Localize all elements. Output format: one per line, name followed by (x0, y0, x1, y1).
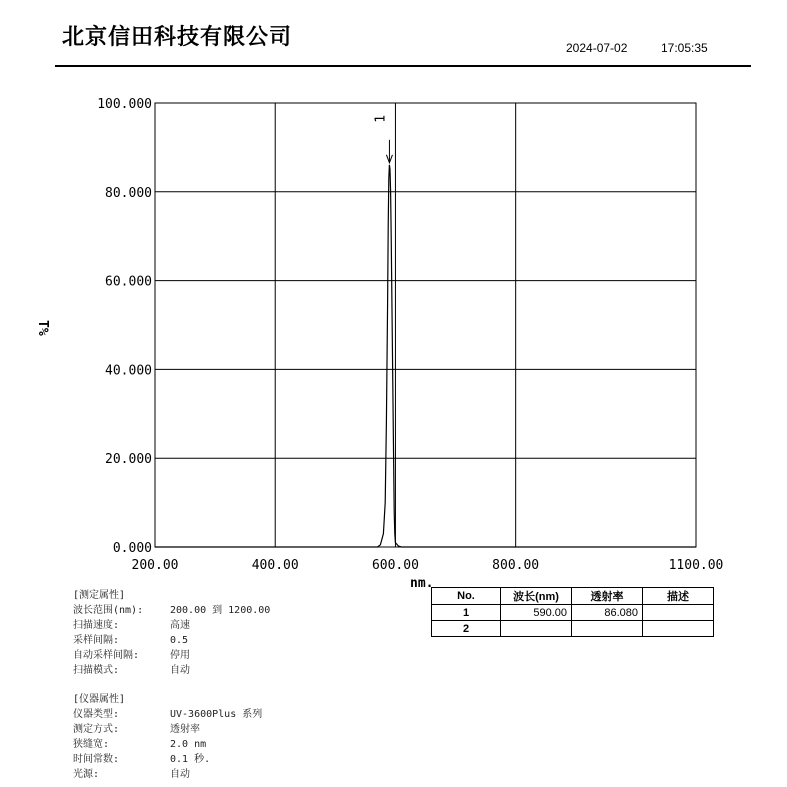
prop-row (73, 752, 262, 767)
prop-value: UV-3600Plus 系列 (170, 709, 263, 720)
y-axis-label: T% (35, 320, 50, 336)
prop-value: 0.1 秒. (170, 754, 211, 765)
y-tick-label: 100.000 (97, 97, 152, 112)
y-tick-label: 40.000 (105, 363, 152, 379)
cell-description (643, 605, 714, 621)
measure-props-title: [测定属性] (73, 590, 126, 601)
x-tick-label: 600.00 (371, 558, 419, 573)
prop-value: 高速 (170, 620, 190, 631)
prop-value: 2.0 nm (170, 739, 207, 750)
cell-description (643, 621, 714, 637)
prop-key: 波长范围(nm): (73, 605, 144, 616)
peak-label: 1 (373, 114, 389, 123)
y-tick-label: 60.000 (105, 274, 152, 290)
cell-transmittance (572, 621, 643, 637)
prop-key: 仪器类型: (73, 709, 120, 720)
x-axis-label: nm. (410, 576, 434, 591)
cell-wavelength: 590.00 (501, 605, 572, 621)
prop-row (73, 737, 262, 752)
prop-key: 自动采样间隔: (73, 650, 140, 661)
instrument-props-title: [仪器属性] (73, 694, 126, 705)
peak-table (431, 587, 714, 637)
prop-key: 扫描模式: (73, 665, 120, 676)
col-header-wavelength: 波长(nm) (501, 588, 572, 605)
prop-row (73, 767, 262, 782)
y-tick-label: 20.000 (105, 452, 152, 468)
instrument-properties (73, 692, 262, 782)
report-date: 2024-07-02 (566, 41, 628, 55)
prop-value: 透射率 (170, 724, 200, 735)
prop-key: 采样间隔: (73, 635, 120, 646)
prop-key: 测定方式: (73, 724, 120, 735)
col-header-description: 描述 (643, 588, 714, 605)
prop-value: 200.00 到 1200.00 (170, 605, 271, 616)
prop-key: 狭缝宽: (73, 739, 110, 750)
table-row (432, 621, 714, 637)
report-time: 17:05:35 (661, 41, 708, 55)
plot-frame (155, 103, 696, 547)
prop-row (73, 722, 262, 737)
prop-row (73, 648, 270, 663)
prop-row (73, 618, 270, 633)
series-line (155, 165, 696, 547)
prop-value: 停用 (170, 650, 190, 661)
cell-wavelength (501, 621, 572, 637)
x-tick-label: 200.00 (131, 558, 179, 573)
prop-value: 自动 (170, 665, 190, 676)
x-tick-label: 800.00 (492, 558, 540, 573)
col-header-transmittance: 透射率 (572, 588, 643, 605)
cell-transmittance: 86.080 (572, 605, 643, 621)
table-row (432, 605, 714, 621)
x-tick-label: 400.00 (251, 558, 299, 573)
cell-no: 2 (432, 621, 501, 637)
cell-no: 1 (432, 605, 501, 621)
prop-value: 0.5 (170, 635, 189, 646)
y-tick-label: 80.000 (105, 185, 152, 201)
x-tick-label: 1100.00 (668, 558, 724, 573)
y-tick-label: 0.000 (112, 541, 152, 556)
prop-row (73, 603, 270, 618)
prop-row (73, 707, 262, 722)
prop-value: 自动 (170, 769, 190, 780)
prop-row (73, 663, 270, 678)
prop-key: 时间常数: (73, 754, 120, 765)
col-header-no: No. (432, 588, 501, 605)
prop-row (73, 633, 270, 648)
prop-key: 光源: (73, 769, 100, 780)
measure-properties (73, 588, 270, 678)
company-name: 北京信田科技有限公司 (62, 25, 293, 50)
prop-key: 扫描速度: (73, 620, 120, 631)
